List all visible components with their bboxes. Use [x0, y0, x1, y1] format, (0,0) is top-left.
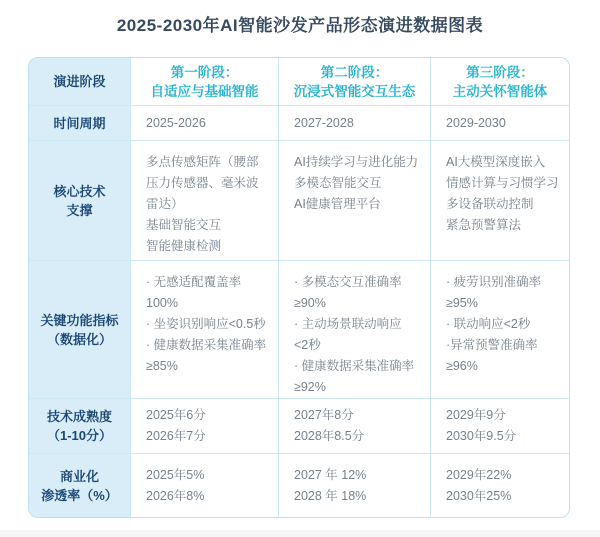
text-line: AI大模型深度嵌入 — [446, 155, 546, 169]
text-line: 2027 年 12% — [294, 467, 367, 482]
table-cell — [279, 399, 431, 454]
text-line: AI健康管理平台 — [294, 197, 381, 211]
text-line: 第二阶段： — [320, 64, 389, 80]
text-line: （1-10分） — [46, 428, 113, 443]
text-line: <2秒 — [294, 338, 321, 352]
text-line: 2029-2030 — [446, 115, 506, 130]
text-line: 第三阶段： — [466, 64, 534, 80]
header-label-cell — [29, 58, 131, 106]
text-line: 情感计算与习惯学习 — [446, 176, 559, 190]
text-line: 技术成熟度 — [46, 409, 112, 424]
table-cell — [431, 454, 569, 517]
text-line: 压力传感器、毫米波 — [146, 176, 259, 190]
text-line: · 坐姿识别响应<0.5秒 — [146, 317, 266, 331]
text-line: 智能健康检测 — [146, 239, 222, 253]
text-line: 时间周期 — [53, 115, 106, 131]
stage-header-cell-1 — [131, 58, 279, 106]
text-line: 渗透率（%） — [41, 487, 118, 503]
text-line: 2027年8分 — [294, 408, 354, 422]
table-cell — [431, 261, 569, 399]
table-cell — [131, 454, 279, 517]
text-line: · 联动响应<2秒 — [446, 317, 531, 331]
text-line: 雷达） — [146, 197, 184, 211]
text-line: 多模态智能交互 — [294, 176, 382, 190]
table-cell — [431, 106, 569, 141]
table-cell — [131, 106, 279, 141]
text-line: 2030年9.5分 — [446, 429, 517, 443]
text-line: · 疲劳识别准确率 — [446, 275, 542, 289]
text-line: 2028年8.5分 — [294, 429, 365, 443]
table-cell — [279, 141, 431, 261]
text-line: 2029年22% — [446, 467, 512, 482]
text-line: ≥85% — [146, 359, 178, 373]
text-line: · 健康数据采集准确率 — [294, 359, 415, 373]
text-line: 主动关怀智能体 — [452, 83, 548, 99]
text-line: ≥90% — [294, 296, 326, 310]
row-label-cell — [29, 454, 131, 517]
text-line: ≥92% — [294, 380, 326, 394]
row-label-cell — [29, 399, 131, 454]
text-line: 2025年6分 — [146, 408, 206, 422]
text-line: 2030年25% — [446, 488, 512, 503]
text-line: 核心技术 — [53, 183, 106, 199]
row-label-cell — [29, 141, 131, 261]
text-line: 支撑 — [66, 202, 93, 218]
text-line: 2027-2028 — [294, 115, 354, 130]
text-line: ·异常预警准确率 — [446, 338, 538, 352]
table-cell — [431, 141, 569, 261]
text-line: （数据化） — [46, 331, 112, 347]
stage-header-cell-3 — [431, 58, 569, 106]
text-line: 第一阶段： — [170, 64, 239, 80]
row-label-cell — [29, 261, 131, 399]
text-line: ≥96% — [446, 359, 478, 373]
table-cell — [279, 261, 431, 399]
text-line: 关键功能指标 — [40, 312, 119, 328]
text-line: 沉浸式智能交互生态 — [293, 83, 416, 99]
table-cell — [131, 399, 279, 454]
text-line: 2025-2026 — [146, 115, 206, 130]
text-line: 演进阶段 — [53, 74, 106, 89]
text-line: 紧急预警算法 — [446, 218, 522, 232]
text-line: 多点传感矩阵（腰部 — [146, 155, 259, 169]
text-line: ≥95% — [446, 296, 478, 310]
table-cell — [279, 454, 431, 517]
table-cell — [131, 261, 279, 399]
text-line: 基础智能交互 — [146, 218, 222, 232]
text-line: 多设备联动控制 — [446, 197, 534, 211]
evolution-table — [28, 57, 570, 518]
text-line: 2028 年 18% — [294, 488, 367, 503]
text-line: · 多模态交互准确率 — [294, 275, 402, 289]
table-cell — [431, 399, 569, 454]
text-line: 2026年8% — [146, 488, 205, 503]
text-line: · 无感适配覆盖率100% — [146, 275, 242, 310]
text-line: 2025年5% — [146, 467, 205, 482]
text-line: 自适应与基础智能 — [150, 83, 259, 99]
text-line: · 主动场景联动响应 — [294, 317, 402, 331]
text-line: · 健康数据采集准确率 — [146, 338, 267, 352]
table-cell — [279, 106, 431, 141]
bottom-shadow-band — [0, 530, 600, 537]
text-line: 2029年9分 — [446, 408, 506, 422]
stage-header-cell-2 — [279, 58, 431, 106]
text-line: 2026年7分 — [146, 429, 206, 443]
text-line: AI持续学习与进化能力 — [294, 155, 419, 169]
table-cell — [131, 141, 279, 261]
row-label-cell — [29, 106, 131, 141]
page-title: 2025-2030年AI智能沙发产品形态演进数据图表 — [116, 16, 484, 35]
text-line: 商业化 — [59, 468, 99, 484]
